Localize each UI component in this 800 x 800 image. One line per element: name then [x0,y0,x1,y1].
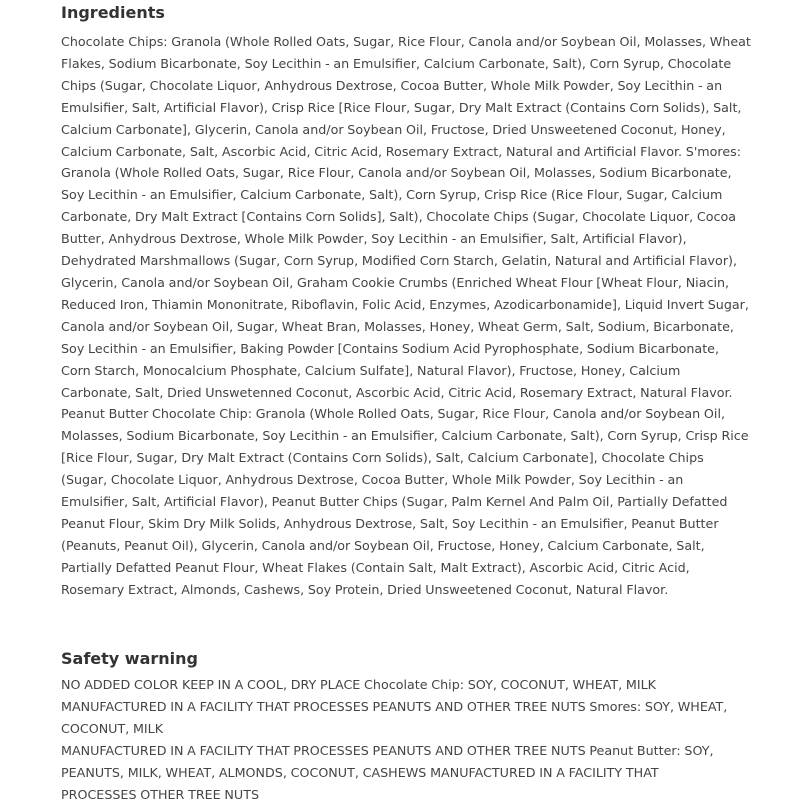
ingredients-text: Chocolate Chips: Granola (Whole Rolled Oats, Sugar, Rice Flour, Canola and/or Soybean Oil, Molasses, Wheat Flakes, Sodium Bicarbonate, Soy Lecithin - an Emulsifier, Calcium Carbonate, Salt), Corn Syrup, Chocolate Chips (Sugar, Chocolate Liquor, Anhydrous Dextrose, Cocoa Butter, Whole Milk Powder, Soy Lecithin - an Emulsifier, Salt, Artificial Flavor), Crisp Rice [Rice Flour, Sugar, Dry Malt Extract (Contains Corn Solids), Salt, Calcium Carbonate], Glycerin, Canola and/or Soybean Oil, Fructose, Dried Unsweetened Coconut, Honey, Calcium Carbonate, Salt, Ascorbic Acid, Citric Acid, Rosemary Extract, Natural and Artificial Flavor. S'mores: Granola (Whole Rolled Oats, Sugar, Rice Flour, Canola and/or Soybean Oil, Molasses, Sodium Bicarbonate, Soy Lecithin - an Emulsifier, Calcium Carbonate, Salt), Corn Syrup, Crisp Rice (Rice Flour, Sugar, Calcium Carbonate, Dry Malt Extract [Contains Corn Solids], Salt), Chocolate Chips (Sugar, Chocolate Liquor, Cocoa Butter, Anhydrous Dextrose, Whole Milk Powder, Soy Lecithin - an Emulsifier, Salt, Artificial Flavor), Dehydrated Marshmallows (Sugar, Corn Syrup, Modified Corn Starch, Gelatin, Natural and Artificial Flavor), Glycerin, Canola and/or Soybean Oil, Graham Cookie Crumbs (Enriched Wheat Flour [Wheat Flour, Niacin, Reduced Iron, Thiamin Mononitrate, Riboflavin, Folic Acid, Enzymes, Azodicarbonamide], Liquid Invert Sugar, Canola and/or Soybean Oil, Sugar, Wheat Bran, Molasses, Honey, Wheat Germ, Salt, Sodium, Bicarbonate, Soy Lecithin - an Emulsifier, Baking Powder [Contains Sodium Acid Pyrophosphate, Sodium Bicarbonate, Corn Starch, Monocalcium Phosphate, Calcium Sulfate], Natural Flavor), Fructose, Honey, Calcium Carbonate, Salt, Dried Unswetenned Coconut, Ascorbic Acid, Citric Acid, Rosemary Extract, Natural Flavor. Peanut Butter Chocolate Chip: Granola (Whole Rolled Oats, Sugar, Rice Flour, Canola and/or Soybean Oil, Molasses, Sodium Bicarbonate, Soy Lecithin - an Emulsifier, Calcium Carbonate, Salt), Corn Syrup, Crisp Rice [Rice Flour, Sugar, Dry Malt Extract (Contains Corn Solids), Salt, Calcium Carbonate], Chocolate Chips (Sugar, Chocolate Liquor, Anhydrous Dextrose, Cocoa Butter, Whole Milk Powder, Soy Lecithin - an Emulsifier, Salt, Artificial Flavor), Peanut Butter Chips (Sugar, Palm Kernel And Palm Oil, Partially Defatted Peanut Flour, Skim Dry Milk Solids, Anhydrous Dextrose, Salt, Soy Lecithin - an Emulsifier, Peanut Butter (Peanuts, Peanut Oil), Glycerin, Canola and/or Soybean Oil, Fructose, Honey, Calcium Carbonate, Salt, Partially Defatted Peanut Flour, Wheat Flakes (Contain Salt, Malt Extract), Ascorbic Acid, Citric Acid, Rosemary Extract, Almonds, Cashews, Soy Protein, Dried Unsweetened Coconut, Natural Flavor. [61,34,751,597]
safety-warning-paragraph: NO ADDED COLOR KEEP IN A COOL, DRY PLACE Chocolate Chip: SOY, COCONUT, WHEAT, MILK MANUFACTURED IN A FACILITY THAT PROCESSES PEANUTS AND OTHER TREE NUTS Smores: SOY, WHEAT, COCONUT, MILK [61,677,728,736]
safety-warning-text [61,674,736,800]
safety-warning-paragraph: MANUFACTURED IN A FACILITY THAT PROCESSES PEANUTS AND OTHER TREE NUTS Peanut Butter: SOY, PEANUTS, MILK, WHEAT, ALMONDS, COCONUT, CASHEWS MANUFACTURED IN A FACILITY THAT PROCESSES OTHER TREE NUTS [61,742,714,800]
safety-warning-heading: Safety warning [61,649,198,668]
ingredients-heading: Ingredients [61,3,165,22]
